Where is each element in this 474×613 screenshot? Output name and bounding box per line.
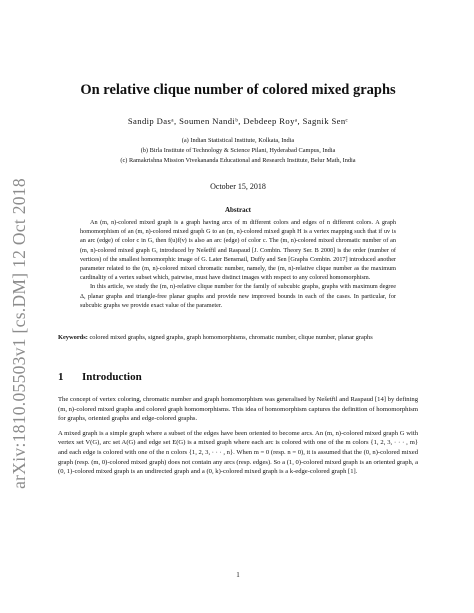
section-number: 1: [58, 371, 64, 383]
affiliation: (a) Indian Statistical Institute, Kolkata, India: [181, 137, 295, 144]
abstract-paragraph: An (m, n)-colored mixed graph is a graph having arcs of m different colors and edges of n different colors. A graph homomorphism of an (m, n)-colored mixed graph G to an (m, n)-colored mixed graph H is a vertex mapping such that if uv is an arc (edge) of color c in G, then f(u)f(v) is also an arc (edge) of color c. The (m, n)-colored mixed chromatic number of an (m, n)-colored mixed graph G, introduced by Nešetřil and Raspaud [J. Combin. Theory Ser. B 2000] is the order (number of vertices) of the smallest homomorphic image of G. Later Bensmail, Duffy and Sen [Graphs Combin. 2017] introduced another parameter related to the (m, n)-colored mixed chromatic number, namely, the (m, n)-relative clique number as the maximum cardinality of a vertex subset which, pairwise, must have distinct images with respect to any colored homomorphism.: [80, 219, 396, 282]
page-number: 1: [236, 571, 240, 579]
author-list: Sandip Dasᵃ, Soumen Nandiᵇ, Debdeep Royᵃ, Sagnik Senᶜ: [127, 116, 349, 126]
abstract-paragraph: In this article, we study the (m, n)-relative clique number for the family of subcubic graphs, graphs with maximum degree Δ, planar graphs and triangle-free planar graphs and provide new improved bounds in each of the cases. In particular, for subcubic graphs we provide exact value of the parameter.: [80, 283, 396, 309]
section-title: Introduction: [82, 371, 142, 383]
arxiv-identifier-sidebar: [6, 168, 32, 498]
section-heading: [58, 371, 418, 383]
abstract-body: [80, 218, 396, 310]
paper-date: October 15, 2018: [210, 182, 266, 191]
keywords: [58, 333, 418, 342]
affiliation-list: [58, 136, 418, 166]
abstract-heading: Abstract: [224, 206, 252, 214]
keywords-text: colored mixed graphs, signed graphs, graph homomorphisms, chromatic number, clique number, planar graphs: [89, 334, 373, 341]
arxiv-identifier: arXiv:1810.05503v1 [cs.DM] 12 Oct 2018: [8, 177, 29, 489]
keywords-label: Keywords:: [58, 334, 88, 341]
affiliation: (c) Ramakrishna Mission Vivekananda Educational and Research Institute, Belur Math, India: [120, 157, 356, 164]
body-paragraph: A mixed graph is a simple graph where a subset of the edges have been oriented to become arcs. An (m, n)-colored mixed graph G with vertex set V(G), arc set A(G) and edge set E(G) is a mixed graph where each arc is colored with one of the m colors {1, 2, 3, · · · , m} and each edge is colored with one of the n colors {1, 2, 3, · · · , n}. When m = 0 (resp. n = 0), it is assumed that the (0, n)-colored mixed graph (resp. (m, 0)-colored mixed graph) does not contain any arcs (resp. edges). So a (1, 0)-colored mixed graph is an oriented graph, a (0, 1)-colored mixed graph is an undirected graph and a (0, k)-colored mixed graph is a k-edge-colored graph [1].: [58, 429, 418, 476]
paper-title: On relative clique number of colored mixed graphs: [80, 82, 396, 98]
section-body: [58, 395, 418, 482]
body-paragraph: The concept of vertex coloring, chromatic number and graph homomorphism was generalised by Nešetřil and Raspaud [14] by defining (m, n)-colored mixed graphs and colored graph homomorphisms. This idea of homomorphism captures the definition of homomorphism for graphs, oriented graphs and edge-colored graphs.: [58, 396, 418, 423]
affiliation: (b) Birla Institute of Technology & Science Pilani, Hyderabad Campus, India: [140, 147, 336, 154]
